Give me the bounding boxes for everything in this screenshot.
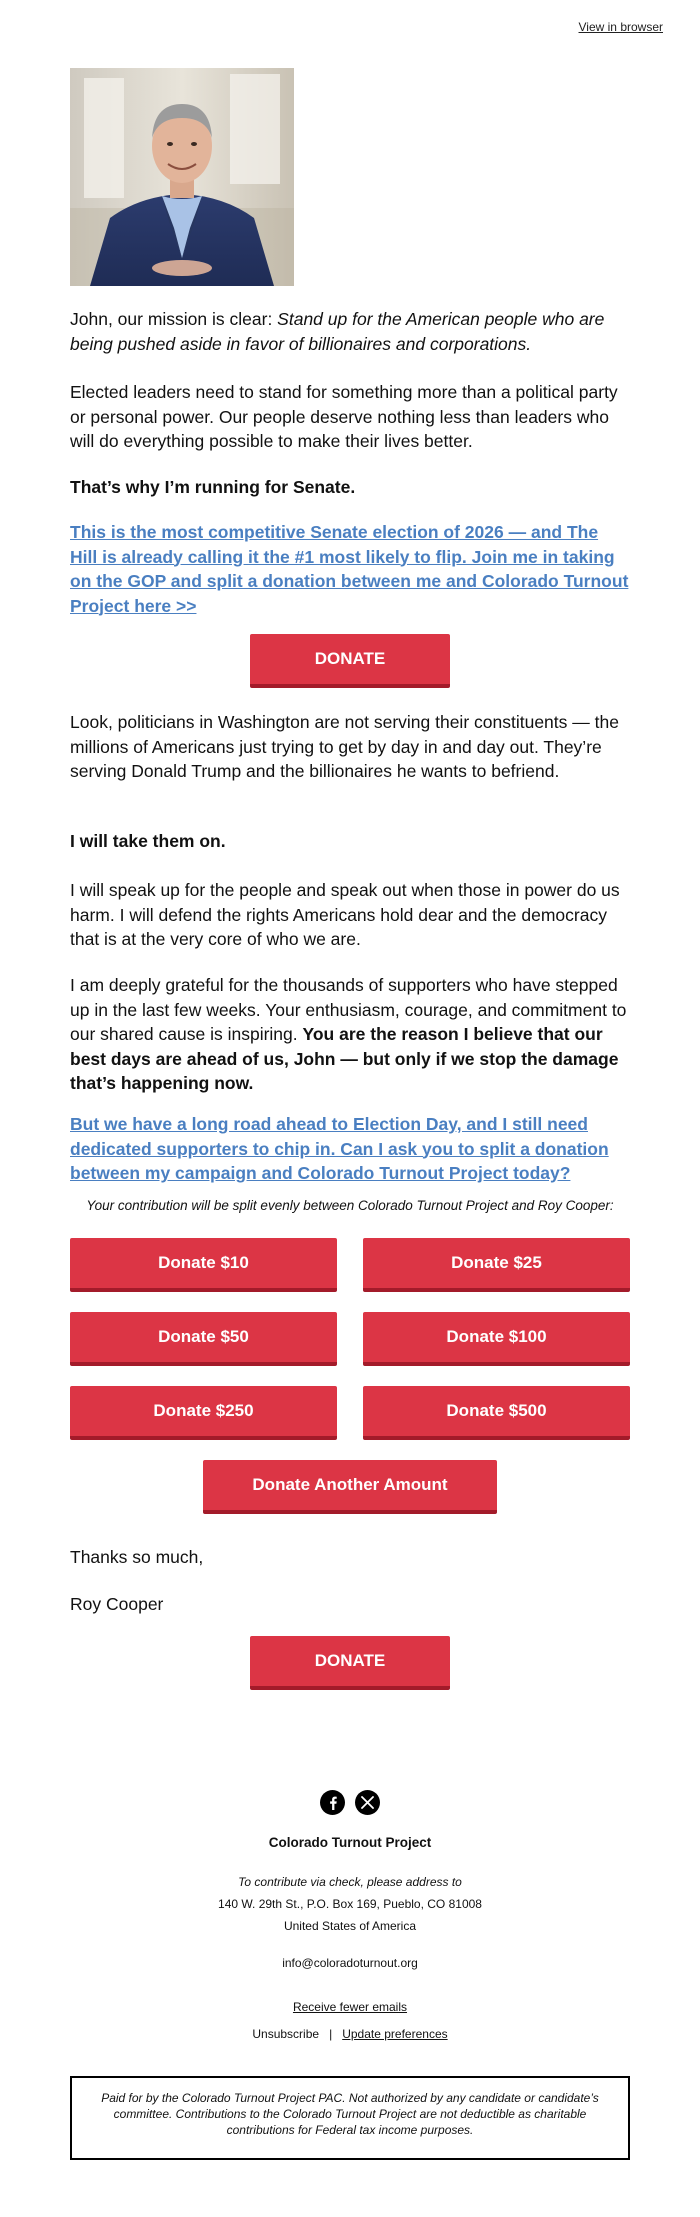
signoff-thanks: [70, 1545, 630, 1570]
donate-250-label: Donate $250: [153, 1401, 254, 1420]
portrait-image: [70, 68, 294, 286]
donate-25-label: Donate $25: [451, 1253, 542, 1272]
candidate-photo: [70, 68, 294, 286]
footer-org-name: Colorado Turnout Project: [268, 1835, 432, 1850]
update-preferences-link[interactable]: Update preferences: [342, 2027, 448, 2041]
donate-500-button[interactable]: [363, 1386, 630, 1440]
donate-another-amount-button[interactable]: [203, 1460, 497, 1514]
donate-100-button[interactable]: [363, 1312, 630, 1366]
receive-fewer-emails-link[interactable]: Receive fewer emails: [292, 2000, 408, 2014]
signoff-name-text: Roy Cooper: [70, 1594, 164, 1614]
donate-10-button[interactable]: [70, 1238, 337, 1292]
disclaimer-box: [70, 2076, 630, 2160]
cta-link-1-wrap: [70, 520, 630, 618]
donate-button-top-label: DONATE: [314, 649, 386, 668]
paragraph-3-text: Look, politicians in Washington are not serving their constituents — the millions of Americans just trying to get by day in and day out. They’re serving Donald Trump and the billionaires he wants to befriend.: [70, 712, 619, 781]
donate-250-button[interactable]: [70, 1386, 337, 1440]
x-icon[interactable]: [355, 1790, 380, 1815]
footer-email[interactable]: info@coloradoturnout.org: [282, 1956, 418, 1970]
split-note: Your contribution will be split evenly between Colorado Turnout Project and Roy Cooper:: [86, 1198, 614, 1213]
paragraph-5-text: I will speak up for the people and speak out when those in power do us harm. I will defend the rights Americans hold dear and the democracy that is at the very core of who we are.: [70, 880, 620, 949]
donate-25-button[interactable]: [363, 1238, 630, 1292]
footer-separator: |: [329, 2027, 333, 2041]
paragraph-2: [70, 475, 630, 500]
paragraph-4-text: I will take them on.: [70, 831, 226, 851]
paragraph-1-text: Elected leaders need to stand for something more than a political party or personal power. Our people deserve nothing less than leaders who will do everything possible to make their lives better.: [70, 382, 618, 451]
cta-link-2[interactable]: But we have a long road ahead to Election Day, and I still need dedicated supporters to chip in. Can I ask you to split a donation between my campaign and Colorado Turnout Project today?: [70, 1114, 609, 1183]
footer-address-line-1: 140 W. 29th St., P.O. Box 169, Pueblo, CO 81008: [218, 1897, 482, 1911]
signoff-thanks-text: Thanks so much,: [70, 1547, 204, 1567]
signoff-name: [70, 1592, 630, 1617]
footer-address-line-2: United States of America: [283, 1919, 417, 1933]
footer-manage-links: [0, 2027, 700, 2041]
donate-50-label: Donate $50: [158, 1327, 249, 1346]
social-links: [320, 1790, 380, 1815]
donate-button-bottom-label: DONATE: [314, 1651, 386, 1670]
footer-check-note: To contribute via check, please address to: [238, 1875, 462, 1889]
intro-mission: Stand up for the American people who are being pushed aside in favor of billionaires and corporations.: [70, 309, 605, 354]
cta-link-1[interactable]: This is the most competitive Senate election of 2026 — and The Hill is already calling it the #1 most likely to flip. Join me in taking on the GOP and split a donation between me and Colorado Turnout Project here >>: [70, 522, 629, 616]
donate-button-top[interactable]: [250, 634, 450, 688]
donate-50-button[interactable]: [70, 1312, 337, 1366]
donate-another-amount-label: Donate Another Amount: [252, 1475, 448, 1494]
paragraph-1: [70, 380, 630, 454]
paragraph-3: [70, 710, 630, 784]
paragraph-5: [70, 878, 630, 952]
paragraph-4: [70, 829, 630, 854]
disclaimer-text: Paid for by the Colorado Turnout Project PAC. Not authorized by any candidate or candidate’s committee. Contributions to the Colorado Turnout Project are not deductible as charitable contributions for Federal tax income purposes.: [101, 2091, 599, 2137]
intro-paragraph: [70, 307, 630, 356]
paragraph-2-text: That’s why I’m running for Senate.: [70, 477, 356, 497]
cta-link-2-wrap: [70, 1112, 630, 1186]
donate-500-label: Donate $500: [446, 1401, 547, 1420]
paragraph-6-normal: I am deeply grateful for the thousands of supporters who have stepped up in the last few weeks. Your enthusiasm, courage, and commitment to our shared cause is inspiring.: [70, 975, 627, 1044]
intro-lead: John, our mission is clear:: [70, 309, 278, 329]
unsubscribe-link[interactable]: Unsubscribe: [252, 2027, 320, 2041]
donate-10-label: Donate $10: [158, 1253, 249, 1272]
paragraph-6-bold: You are the reason I believe that our best days are ahead of us, John — but only if we stop the damage that’s happening now.: [70, 1024, 619, 1093]
facebook-glyph: [326, 1796, 340, 1810]
view-in-browser-link[interactable]: View in browser: [578, 20, 663, 34]
paragraph-6: [70, 973, 630, 1096]
facebook-icon[interactable]: [320, 1790, 345, 1815]
donate-100-label: Donate $100: [446, 1327, 547, 1346]
donate-button-bottom[interactable]: [250, 1636, 450, 1690]
x-glyph: [361, 1796, 374, 1809]
